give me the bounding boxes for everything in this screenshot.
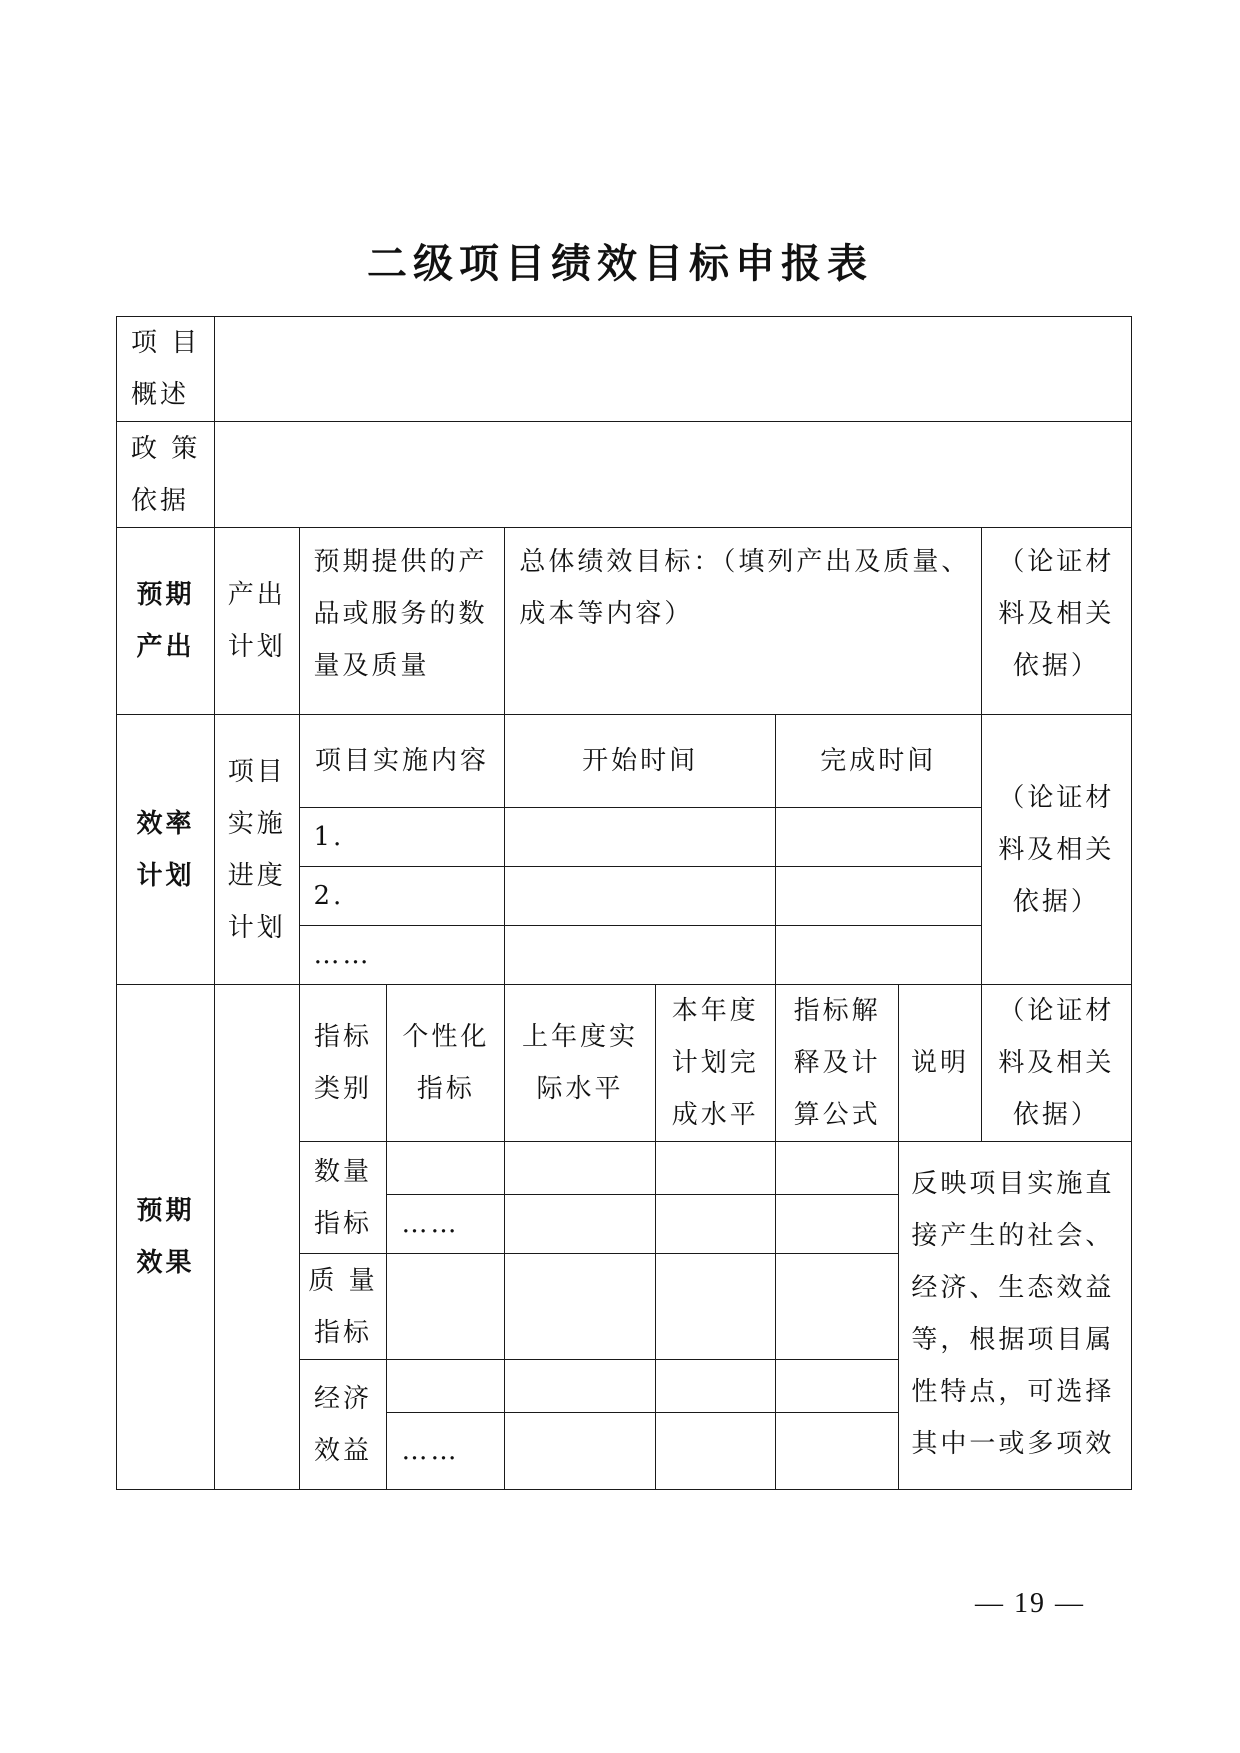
schedule-label: 项目 实施 进度 计划 — [214, 715, 299, 985]
schedule-end-cell[interactable] — [775, 867, 981, 926]
indicator-cell[interactable] — [655, 1360, 775, 1413]
effect-note-text: 反映项目实施直 接产生的社会、 经济、生态效益 等，根据项目属 性特点，可选择 其中一或多项效 — [899, 1142, 1132, 1490]
economic-indicator-label: 经济 效益 — [299, 1360, 387, 1490]
header-personal: 个性化 指标 — [387, 985, 505, 1142]
overview-field[interactable] — [214, 317, 1131, 422]
indicator-cell[interactable] — [387, 1360, 505, 1413]
schedule-start-cell[interactable] — [505, 926, 775, 985]
indicator-cell[interactable] — [775, 1142, 899, 1195]
efficiency-evidence: （论证材 料及相关 依据） — [981, 715, 1131, 985]
indicator-cell[interactable] — [655, 1413, 775, 1490]
quantity-indicator-label: 数量 指标 — [299, 1142, 387, 1254]
output-evidence: （论证材 料及相关 依据） — [981, 528, 1131, 715]
header-last-year: 上年度实 际水平 — [505, 985, 655, 1142]
schedule-start-cell[interactable] — [505, 808, 775, 867]
indicator-cell[interactable]: …… — [387, 1413, 505, 1490]
indicator-cell[interactable] — [655, 1195, 775, 1254]
indicator-cell[interactable]: …… — [387, 1195, 505, 1254]
schedule-end-cell[interactable] — [775, 808, 981, 867]
schedule-item[interactable]: …… — [299, 926, 505, 985]
indicator-cell[interactable] — [505, 1254, 655, 1360]
header-plan: 本年度 计划完 成水平 — [655, 985, 775, 1142]
effect-sub-blank — [214, 985, 299, 1490]
indicator-cell[interactable] — [505, 1413, 655, 1490]
schedule-end-cell[interactable] — [775, 926, 981, 985]
output-goal[interactable]: 总体绩效目标：（填列产出及质量、 成本等内容） — [505, 528, 981, 715]
col-end-header: 完成时间 — [775, 715, 981, 808]
indicator-cell[interactable] — [387, 1254, 505, 1360]
header-evidence: （论证材 料及相关 依据） — [981, 985, 1131, 1142]
output-desc: 预期提供的产 品或服务的数 量及质量 — [299, 528, 505, 715]
quality-indicator-label: 质 量 指标 — [299, 1254, 387, 1360]
indicator-cell[interactable] — [775, 1195, 899, 1254]
indicator-cell[interactable] — [775, 1360, 899, 1413]
overview-label: 项 目 概述 — [117, 317, 215, 422]
col-content-header: 项目实施内容 — [299, 715, 505, 808]
effect-label: 预期 效果 — [117, 985, 215, 1490]
header-explain: 指标解 释及计 算公式 — [775, 985, 899, 1142]
schedule-item[interactable]: 1. — [299, 808, 505, 867]
output-plan-label: 产出 计划 — [214, 528, 299, 715]
indicator-cell[interactable] — [775, 1413, 899, 1490]
header-note: 说明 — [899, 985, 981, 1142]
schedule-start-cell[interactable] — [505, 867, 775, 926]
performance-target-table — [116, 316, 1132, 1490]
indicator-cell[interactable] — [655, 1254, 775, 1360]
indicator-cell[interactable] — [655, 1142, 775, 1195]
indicator-cell[interactable] — [505, 1360, 655, 1413]
indicator-cell[interactable] — [387, 1142, 505, 1195]
output-label: 预期 产出 — [117, 528, 215, 715]
indicator-cell[interactable] — [775, 1254, 899, 1360]
policy-field[interactable] — [214, 422, 1131, 528]
indicator-cell[interactable] — [505, 1195, 655, 1254]
page-number: — 19 — — [975, 1588, 1085, 1619]
indicator-cell[interactable] — [505, 1142, 655, 1195]
header-category: 指标 类别 — [299, 985, 387, 1142]
col-start-header: 开始时间 — [505, 715, 775, 808]
efficiency-label: 效率 计划 — [117, 715, 215, 985]
form-title: 二级项目绩效目标申报表 — [367, 240, 873, 287]
schedule-item[interactable]: 2. — [299, 867, 505, 926]
policy-label: 政 策 依据 — [117, 422, 215, 528]
